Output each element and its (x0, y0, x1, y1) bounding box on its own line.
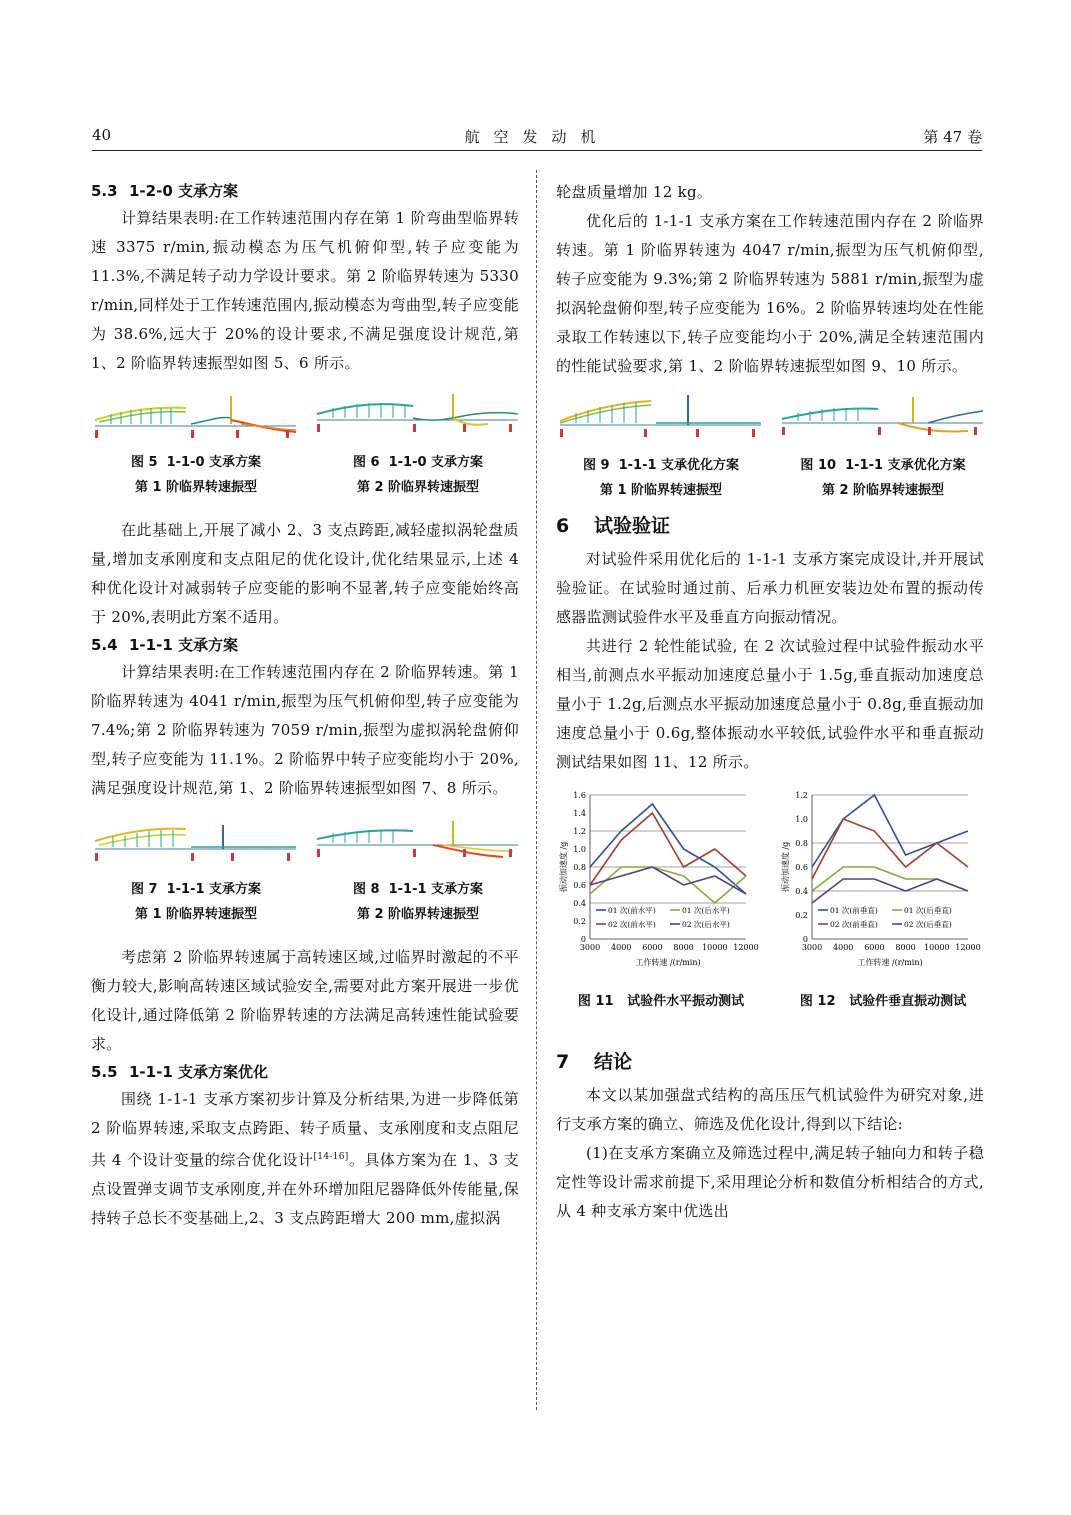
series-line (812, 867, 968, 891)
figure-5-subtitle: 第 1 阶临界转速振型 (134, 480, 258, 495)
chart-11 (556, 787, 766, 1013)
right-column (556, 178, 984, 1226)
figure-5-title: 1-1-0 支承方案 (166, 455, 262, 470)
volume-label: 第 47 卷 (923, 128, 982, 146)
x-tick-label: 6000 (864, 943, 885, 952)
y-tick-label: 1.0 (573, 845, 586, 854)
figure-6-label: 图 6 (352, 455, 380, 470)
y-tick-label: 0.6 (795, 863, 808, 872)
y-axis-label: 振动加速度 /g (781, 841, 790, 893)
horizontal-vibration-chart (556, 787, 771, 987)
paragraph-continued: 轮盘质量增加 12 kg。 (556, 183, 713, 201)
figure-row-5-6 (91, 390, 519, 502)
y-tick-label: 0.4 (795, 887, 808, 896)
x-tick-label: 12000 (733, 943, 759, 952)
x-tick-label: 8000 (673, 943, 694, 952)
page-number: 40 (92, 126, 112, 144)
figure-9-title: 1-1-1 支承优化方案 (618, 458, 740, 473)
paragraph-5-3: 计算结果表明:在工作转速范围内存在第 1 阶弯曲型临界转速 3375 r/min,振动模态为压气机俯仰型,转子应变能为 11.3%,不满足转子动力学设计要求。第 2 阶临界转速为 5330 r/min,同样处于工作转速范围内,振动模态为弯曲型,转子应变能为 38.6%,远大于 20%的设计要求,不满足强度设计规范,第 1、2 阶临界转速振型如图 5、6 所示。 (91, 209, 519, 372)
legend-label: 01 次(前水平) (608, 906, 656, 915)
y-axis-label: 振动加速度 /g (559, 841, 568, 893)
legend-label: 01 次(后垂直) (904, 906, 952, 915)
x-tick-label: 4000 (833, 943, 854, 952)
chart-12 (778, 787, 988, 1013)
y-tick-label: 0.2 (795, 911, 808, 920)
figure-9-subtitle: 第 1 阶临界转速振型 (599, 483, 723, 498)
x-tick-label: 12000 (955, 943, 981, 952)
figure-7-label: 图 7 (130, 882, 158, 897)
figure-6-title: 1-1-0 支承方案 (388, 455, 484, 470)
figure-8 (313, 817, 523, 927)
figure-10-label: 图 10 (800, 458, 837, 473)
figure-7 (91, 817, 301, 927)
legend-label: 02 次(后垂直) (904, 920, 952, 929)
x-tick-label: 4000 (611, 943, 632, 952)
x-tick-label: 10000 (924, 943, 950, 952)
paragraph-7-b: (1)在支承方案确立及筛选过程中,满足转子轴向力和转子稳定性等设计需求前提下,采用理论分析和数值分析相结合的方式,从 4 种支承方案中优选出 (556, 1144, 984, 1220)
figure-7-title: 1-1-1 支承方案 (166, 882, 262, 897)
figure-5 (91, 390, 301, 500)
y-tick-label: 1.6 (573, 791, 586, 800)
x-tick-label: 3000 (579, 943, 601, 952)
page-header (92, 126, 982, 150)
paragraph-5-4: 计算结果表明:在工作转速范围内存在 2 阶临界转速。第 1 阶临界转速为 4041 r/min,振型为压气机俯仰型,转子应变能为 7.4%;第 2 阶临界转速为 7059 r/min,振型为虚拟涡轮盘俯仰型,转子应变能为 11.1%。2 阶临界中转子应变能均小于 20%,满足强度设计规范,第 1、2 阶临界转速振型如图 7、8 所示。 (91, 663, 519, 797)
figure-11-title: 试验件水平振动测试 (627, 994, 745, 1009)
section-5-3-heading: 5.3 1-2-0 支承方案 (91, 182, 238, 200)
figure-10 (778, 393, 988, 503)
figure-12-title: 试验件垂直振动测试 (849, 994, 967, 1009)
legend-label: 02 次(前垂直) (830, 920, 878, 929)
journal-name: 航空发动机 (464, 128, 610, 146)
figure-row-7-8 (91, 817, 519, 929)
header-rule (92, 150, 982, 151)
legend-label: 02 次(后水平) (682, 920, 730, 929)
x-tick-label: 3000 (801, 943, 823, 952)
paragraph-7-a: 本文以某加强盘式结构的高压压气机试验件为研究对象,进行支承方案的确立、筛选及优化设计,得到以下结论: (556, 1086, 984, 1133)
section-5-5-heading: 5.5 1-1-1 支承方案优化 (91, 1063, 268, 1081)
mode-shape-figure-6 (313, 390, 523, 442)
figure-8-label: 图 8 (352, 882, 380, 897)
y-tick-label: 0.8 (573, 863, 586, 872)
chart-row-11-12 (556, 787, 984, 1035)
x-tick-label: 6000 (642, 943, 663, 952)
mode-shape-figure-7 (91, 817, 301, 869)
x-axis-label: 工作转速 /(r/min) (635, 958, 701, 967)
y-tick-label: 0.8 (795, 839, 808, 848)
figure-8-title: 1-1-1 支承方案 (388, 882, 484, 897)
mode-shape-figure-8 (313, 817, 523, 869)
figure-11-label: 图 11 (577, 994, 614, 1009)
series-line (590, 867, 746, 903)
paragraph-5-3-b: 在此基础上,开展了减小 2、3 支点跨距,减轻虚拟涡轮盘质量,增加支承刚度和支点阻尼的优化设计,优化结果显示,上述 4 种优化设计对减弱转子应变能的影响不显著,转子应变能始终高于 20%,表明此方案不适用。 (91, 521, 519, 626)
figure-6-subtitle: 第 2 阶临界转速振型 (356, 480, 480, 495)
y-tick-label: 0.4 (573, 899, 586, 908)
paragraph-5-4-b: 考虑第 2 阶临界转速属于高转速区域,过临界时激起的不平衡力较大,影响高转速区域试验安全,需要对此方案开展进一步优化设计,通过降低第 2 阶临界转速的方法满足高转速性能试验要求。 (91, 948, 519, 1053)
paragraph-6-a: 对试验件采用优化后的 1-1-1 支承方案完成设计,并开展试验验证。在试验时通过前、后承力机匣安装边处布置的振动传感器监测试验件水平及垂直方向振动情况。 (556, 550, 984, 626)
figure-8-subtitle: 第 2 阶临界转速振型 (356, 907, 480, 922)
mode-shape-figure-10 (778, 393, 988, 445)
section-5-4-heading: 5.4 1-1-1 支承方案 (91, 636, 238, 654)
paragraph-6-b: 共进行 2 轮性能试验, 在 2 次试验过程中试验件振动水平相当,前测点水平振动加速度总量小于 1.5g,垂直振动加速度总量小于 1.2g,后测点水平振动加速度总量小于 0.8g,垂直振动加速度总量小于 0.6g,整体振动水平较低,试验件水平和垂直振动测试结果如图 11、12 所示。 (556, 637, 984, 771)
x-tick-label: 8000 (895, 943, 916, 952)
y-tick-label: 0 (580, 935, 586, 944)
figure-9 (556, 393, 766, 503)
y-tick-label: 0.2 (573, 917, 586, 926)
legend-label: 01 次(后水平) (682, 906, 730, 915)
figure-9-label: 图 9 (582, 458, 610, 473)
y-tick-label: 1.2 (795, 791, 808, 800)
figure-10-subtitle: 第 2 阶临界转速振型 (821, 483, 945, 498)
citation: [14-16] (313, 1152, 349, 1162)
x-tick-label: 10000 (702, 943, 728, 952)
figure-7-subtitle: 第 1 阶临界转速振型 (134, 907, 258, 922)
y-tick-label: 1.2 (573, 827, 586, 836)
figure-10-title: 1-1-1 支承优化方案 (845, 458, 966, 473)
paragraph-5-5: 围绕 1-1-1 支承方案初步计算及分析结果,为进一步降低第 2 阶临界转速,采取支点跨距、转子质量、支承刚度和支点阻尼共 4 个设计变量的综合优化设计[14-16]。具体方案为在 1、3 支点设置弹支调节支承刚度,并在外环增加阻尼器降低外传能量,保持转子总长不变基础上,2、3 支点跨距增大 200 mm,虚拟涡 (91, 1090, 519, 1227)
figure-row-9-10 (556, 393, 984, 505)
column-divider (536, 170, 537, 1410)
legend-label: 01 次(前垂直) (830, 906, 878, 915)
left-column (91, 178, 519, 1233)
section-7-heading: 7 结论 (556, 1051, 633, 1073)
vertical-vibration-chart (778, 787, 993, 987)
y-tick-label: 0 (802, 935, 808, 944)
figure-12-label: 图 12 (799, 994, 836, 1009)
y-tick-label: 1.0 (795, 815, 808, 824)
mode-shape-figure-9 (556, 393, 766, 445)
legend-label: 02 次(前水平) (608, 920, 656, 929)
y-tick-label: 0.6 (573, 881, 586, 890)
section-6-heading: 6 试验验证 (556, 515, 671, 537)
paragraph-optimized: 优化后的 1-1-1 支承方案在工作转速范围内存在 2 阶临界转速。第 1 阶临界转速为 4047 r/min,振型为压气机俯仰型,转子应变能为 9.3%;第 2 阶临界转速为 5881 r/min,振型为虚拟涡轮盘俯仰型,转子应变能为 16%。2 阶临界转速均处在性能录取工作转速以下,转子应变能均小于 20%,满足全转速范围内的性能试验要求,第 1、2 阶临界转速振型如图 9、10 所示。 (556, 212, 984, 375)
y-tick-label: 1.4 (573, 809, 586, 818)
x-axis-label: 工作转速 /(r/min) (857, 958, 923, 967)
mode-shape-figure-5 (91, 390, 301, 442)
figure-6 (313, 390, 523, 500)
series-line (812, 819, 968, 879)
series-line (812, 795, 968, 867)
figure-5-label: 图 5 (130, 455, 158, 470)
